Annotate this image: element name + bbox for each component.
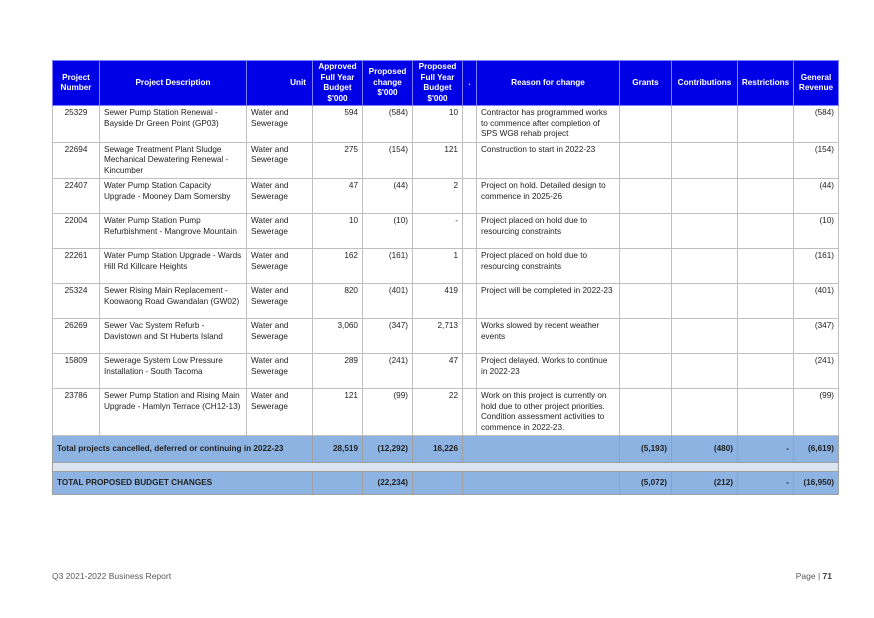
total-empty xyxy=(463,436,620,463)
proposed-budget: 47 xyxy=(413,354,463,389)
unit: Water and Sewerage xyxy=(247,319,313,354)
spacer-cell xyxy=(53,463,839,472)
grand-total-proposed xyxy=(413,472,463,495)
total-row xyxy=(53,436,839,463)
contributions xyxy=(672,142,738,179)
project-number: 15809 xyxy=(53,354,100,389)
spacer-cell xyxy=(463,179,477,214)
header-unit: Unit xyxy=(247,61,313,106)
grand-total-restrictions: - xyxy=(738,472,794,495)
grand-total-change: (22,234) xyxy=(363,472,413,495)
header-proposed-change: Proposed change $'000 xyxy=(363,61,413,106)
header-general-revenue: General Revenue xyxy=(794,61,839,106)
proposed-budget: 2,713 xyxy=(413,319,463,354)
proposed-change: (161) xyxy=(363,249,413,284)
grand-total-general-revenue: (16,950) xyxy=(794,472,839,495)
unit: Water and Sewerage xyxy=(247,142,313,179)
proposed-change: (584) xyxy=(363,106,413,143)
header-grants: Grants xyxy=(620,61,672,106)
reason: Project placed on hold due to resourcing constraints xyxy=(477,249,620,284)
contributions xyxy=(672,284,738,319)
unit: Water and Sewerage xyxy=(247,389,313,436)
table-row xyxy=(53,249,839,284)
project-description: Sewer Pump Station and Rising Main Upgrade - Hamlyn Terrace (CH12-13) xyxy=(100,389,247,436)
header-reason: Reason for change xyxy=(477,61,620,106)
proposed-budget: - xyxy=(413,214,463,249)
header-approved-budget: Approved Full Year Budget $'000 xyxy=(313,61,363,106)
approved-budget: 10 xyxy=(313,214,363,249)
proposed-change: (347) xyxy=(363,319,413,354)
grants xyxy=(620,389,672,436)
contributions xyxy=(672,319,738,354)
project-number: 25329 xyxy=(53,106,100,143)
table-row xyxy=(53,142,839,179)
total-approved: 28,519 xyxy=(313,436,363,463)
approved-budget: 121 xyxy=(313,389,363,436)
general-revenue: (44) xyxy=(794,179,839,214)
unit: Water and Sewerage xyxy=(247,284,313,319)
contributions xyxy=(672,389,738,436)
table-row xyxy=(53,214,839,249)
table-body xyxy=(53,106,839,495)
restrictions xyxy=(738,389,794,436)
header-row xyxy=(53,61,839,106)
contributions xyxy=(672,354,738,389)
reason: Project on hold. Detailed design to commence in 2025-26 xyxy=(477,179,620,214)
proposed-budget: 10 xyxy=(413,106,463,143)
table-row xyxy=(53,354,839,389)
unit: Water and Sewerage xyxy=(247,179,313,214)
header-project-number: Project Number xyxy=(53,61,100,106)
total-restrictions: - xyxy=(738,436,794,463)
restrictions xyxy=(738,214,794,249)
spacer-cell xyxy=(463,284,477,319)
project-description: Sewage Treatment Plant Sludge Mechanical Dewatering Renewal - Kincumber xyxy=(100,142,247,179)
unit: Water and Sewerage xyxy=(247,106,313,143)
spacer-cell xyxy=(463,389,477,436)
total-proposed: 16,226 xyxy=(413,436,463,463)
grants xyxy=(620,142,672,179)
total-grants: (5,193) xyxy=(620,436,672,463)
header-dot: . xyxy=(463,61,477,106)
project-number: 22694 xyxy=(53,142,100,179)
spacer-row xyxy=(53,463,839,472)
reason: Contractor has programmed works to commence after completion of SPS WG8 rehab project xyxy=(477,106,620,143)
reason: Project placed on hold due to resourcing constraints xyxy=(477,214,620,249)
proposed-change: (10) xyxy=(363,214,413,249)
project-number: 22261 xyxy=(53,249,100,284)
proposed-change: (44) xyxy=(363,179,413,214)
approved-budget: 289 xyxy=(313,354,363,389)
project-number: 26269 xyxy=(53,319,100,354)
project-description: Sewer Rising Main Replacement - Koowaong Road Gwandalan (GW02) xyxy=(100,284,247,319)
project-number: 22407 xyxy=(53,179,100,214)
contributions xyxy=(672,249,738,284)
proposed-budget: 121 xyxy=(413,142,463,179)
restrictions xyxy=(738,106,794,143)
approved-budget: 594 xyxy=(313,106,363,143)
restrictions xyxy=(738,249,794,284)
restrictions xyxy=(738,142,794,179)
reason: Work on this project is currently on hold due to other project priorities. Condition assessment activities to commence in 2022-23. xyxy=(477,389,620,436)
budget-changes-table xyxy=(52,60,839,495)
spacer-cell xyxy=(463,354,477,389)
spacer-cell xyxy=(463,106,477,143)
contributions xyxy=(672,106,738,143)
table-row xyxy=(53,319,839,354)
project-number: 25324 xyxy=(53,284,100,319)
general-revenue: (347) xyxy=(794,319,839,354)
proposed-change: (99) xyxy=(363,389,413,436)
header-contributions: Contributions xyxy=(672,61,738,106)
project-number: 23786 xyxy=(53,389,100,436)
grants xyxy=(620,214,672,249)
general-revenue: (401) xyxy=(794,284,839,319)
unit: Water and Sewerage xyxy=(247,249,313,284)
general-revenue: (161) xyxy=(794,249,839,284)
total-label: Total projects cancelled, deferred or continuing in 2022-23 xyxy=(53,436,313,463)
proposed-change: (241) xyxy=(363,354,413,389)
proposed-change: (154) xyxy=(363,142,413,179)
proposed-budget: 2 xyxy=(413,179,463,214)
reason: Project delayed. Works to continue in 2022-23 xyxy=(477,354,620,389)
contributions xyxy=(672,214,738,249)
contributions xyxy=(672,179,738,214)
table-row xyxy=(53,284,839,319)
restrictions xyxy=(738,354,794,389)
grand-total-row xyxy=(53,472,839,495)
spacer-cell xyxy=(463,214,477,249)
general-revenue: (99) xyxy=(794,389,839,436)
total-contributions: (480) xyxy=(672,436,738,463)
approved-budget: 47 xyxy=(313,179,363,214)
header-proposed-budget: Proposed Full Year Budget $'000 xyxy=(413,61,463,106)
unit: Water and Sewerage xyxy=(247,214,313,249)
proposed-budget: 1 xyxy=(413,249,463,284)
project-description: Water Pump Station Upgrade - Wards Hill Rd Killcare Heights xyxy=(100,249,247,284)
general-revenue: (241) xyxy=(794,354,839,389)
restrictions xyxy=(738,284,794,319)
grand-total-label: TOTAL PROPOSED BUDGET CHANGES xyxy=(53,472,313,495)
grand-total-approved xyxy=(313,472,363,495)
proposed-change: (401) xyxy=(363,284,413,319)
grand-total-grants: (5,072) xyxy=(620,472,672,495)
general-revenue: (154) xyxy=(794,142,839,179)
grants xyxy=(620,354,672,389)
project-description: Sewer Pump Station Renewal - Bayside Dr Green Point (GP03) xyxy=(100,106,247,143)
header-restrictions: Restrictions xyxy=(738,61,794,106)
spacer-cell xyxy=(463,319,477,354)
header-project-description: Project Description xyxy=(100,61,247,106)
table-row xyxy=(53,106,839,143)
approved-budget: 275 xyxy=(313,142,363,179)
footer-page xyxy=(796,571,832,581)
total-general-revenue: (6,619) xyxy=(794,436,839,463)
project-description: Water Pump Station Pump Refurbishment - Mangrove Mountain xyxy=(100,214,247,249)
grants xyxy=(620,284,672,319)
unit: Water and Sewerage xyxy=(247,354,313,389)
reason: Project will be completed in 2022-23 xyxy=(477,284,620,319)
grants xyxy=(620,249,672,284)
grand-total-empty xyxy=(463,472,620,495)
reason: Construction to start in 2022-23 xyxy=(477,142,620,179)
proposed-budget: 22 xyxy=(413,389,463,436)
restrictions xyxy=(738,319,794,354)
grants xyxy=(620,179,672,214)
total-change: (12,292) xyxy=(363,436,413,463)
approved-budget: 3,060 xyxy=(313,319,363,354)
approved-budget: 820 xyxy=(313,284,363,319)
table-row xyxy=(53,179,839,214)
approved-budget: 162 xyxy=(313,249,363,284)
spacer-cell xyxy=(463,142,477,179)
project-number: 22004 xyxy=(53,214,100,249)
project-description: Sewer Vac System Refurb - Davistown and St Huberts Island xyxy=(100,319,247,354)
proposed-budget: 419 xyxy=(413,284,463,319)
general-revenue: (584) xyxy=(794,106,839,143)
table-row xyxy=(53,389,839,436)
grand-total-contributions: (212) xyxy=(672,472,738,495)
project-description: Water Pump Station Capacity Upgrade - Mooney Dam Somersby xyxy=(100,179,247,214)
project-description: Sewerage System Low Pressure Installation - South Tacoma xyxy=(100,354,247,389)
restrictions xyxy=(738,179,794,214)
grants xyxy=(620,319,672,354)
spacer-cell xyxy=(463,249,477,284)
footer-page-number: 71 xyxy=(822,571,832,581)
grants xyxy=(620,106,672,143)
general-revenue: (10) xyxy=(794,214,839,249)
footer-report-title: Q3 2021-2022 Business Report xyxy=(52,571,172,581)
footer-page-label: Page | xyxy=(795,571,821,581)
reason: Works slowed by recent weather events xyxy=(477,319,620,354)
